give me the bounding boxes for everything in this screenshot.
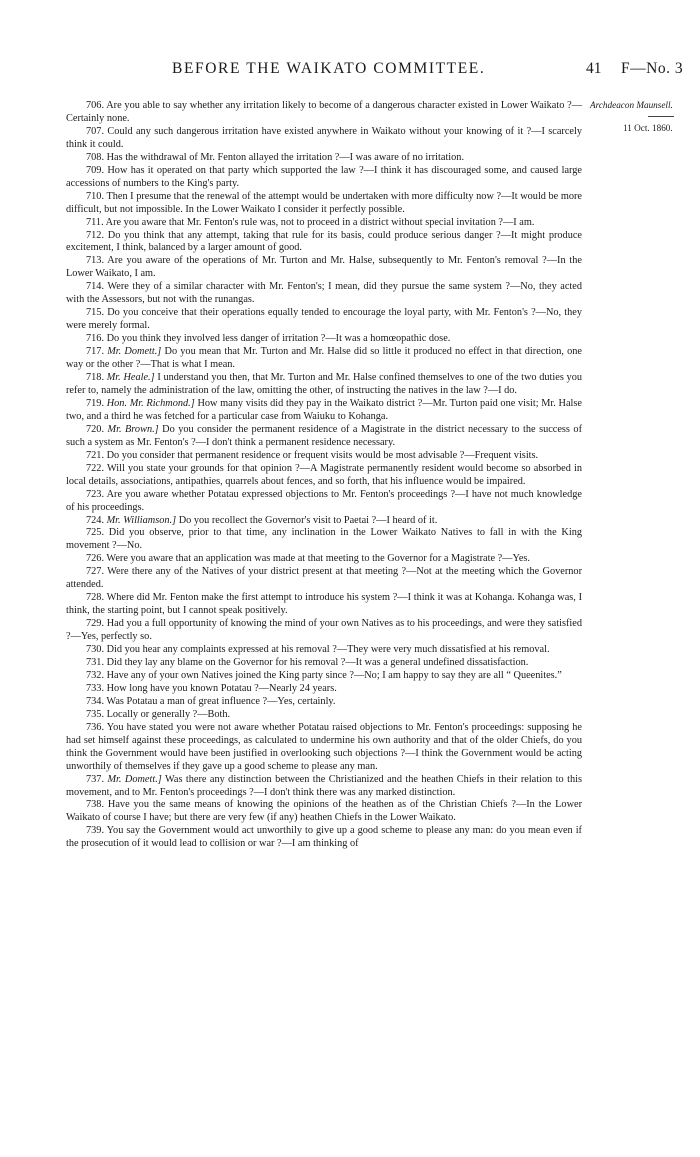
question-paragraph <box>66 100 582 126</box>
question-paragraph <box>66 424 582 450</box>
question-text: Have any of your own Natives joined the King party since ?—No; I am happy to say they are all “ Queenites.” <box>106 669 562 681</box>
question-paragraph <box>66 281 582 307</box>
question-number: 715. <box>86 307 105 319</box>
question-text: Did you observe, prior to that time, any inclination in the Lower Waikato Natives to fall in with the King movement ?—No. <box>66 527 582 552</box>
question-number: 738. <box>86 799 105 811</box>
question-paragraph <box>66 346 582 372</box>
question-text: Did you hear any complaints expressed at his removal ?—They were very much dissatisfied at his removal. <box>106 644 550 656</box>
question-text: Do you mean that Mr. Turton and Mr. Halse did so little it produced no effect in that direction, one way or the other ?—That is what I mean. <box>66 346 582 371</box>
question-text: Was there any distinction between the Christianized and the heathen Chiefs in their relation to this movement, and to Mr. Fenton's proceedings ?—I don't think there was any marked distinction. <box>66 773 582 798</box>
question-number: 716. <box>86 333 105 345</box>
question-number: 709. <box>86 164 105 176</box>
question-paragraph <box>66 799 582 825</box>
questioner-name: Mr. Brown.] <box>107 423 159 435</box>
question-text: You say the Government would act unworthily to give up a good scheme to please any man: do you mean even if the prosecution of it would lead to collision or war ?—I am thinking of <box>66 825 582 850</box>
question-number: 706. <box>86 100 105 111</box>
question-text: Where did Mr. Fenton make the first attempt to introduce his system ?—I think it was at Kohanga. Kohanga was, I think, the starting point, but I cannot speak positively. <box>66 592 582 617</box>
paper-reference: F—No. 3 <box>621 60 684 77</box>
question-text: Could any such dangerous irritation have existed anywhere in Waikato without your knowing of it ?—I scarcely think it could. <box>66 125 582 150</box>
question-text: Do you consider that permanent residence or frequent visits would be most advisable ?—Frequent visits. <box>106 449 539 461</box>
question-number: 730. <box>86 644 105 656</box>
question-number: 720. <box>86 423 105 435</box>
question-text: Has the withdrawal of Mr. Fenton allayed the irritation ?—I was aware of no irritation. <box>106 151 465 163</box>
question-paragraph <box>66 165 582 191</box>
question-number: 722. <box>86 462 105 474</box>
question-text: Are you aware of the operations of Mr. Turton and Mr. Halse, subsequently to Mr. Fenton's removal ?—In the Lower Waikato, I am. <box>66 255 582 280</box>
question-text: Are you aware that Mr. Fenton's rule was, not to proceed in a district without special invitation ?—I am. <box>105 216 535 228</box>
question-text: Was Potatau a man of great influence ?—Yes, certainly. <box>106 695 336 707</box>
question-number: 723. <box>86 488 105 500</box>
question-number: 714. <box>86 281 105 293</box>
margin-note <box>590 100 700 133</box>
question-paragraph <box>66 126 582 152</box>
margin-rule <box>648 116 674 117</box>
page-header <box>0 60 700 84</box>
question-number: 733. <box>86 682 105 694</box>
question-number: 729. <box>86 618 105 630</box>
witness-name: Archdeacon Maunsell. <box>590 100 673 110</box>
question-paragraph <box>66 450 582 463</box>
question-paragraph <box>66 217 582 230</box>
question-paragraph <box>66 825 582 851</box>
question-number: 719. <box>86 397 105 409</box>
question-paragraph <box>66 372 582 398</box>
testimony-date: 11 Oct. 1860. <box>623 123 673 133</box>
question-paragraph <box>66 566 582 592</box>
question-paragraph <box>66 463 582 489</box>
question-paragraph <box>66 527 582 553</box>
question-paragraph <box>66 398 582 424</box>
question-text: You have stated you were not aware whether Potatau raised objections to Mr. Fenton's proceedings: supposing he had set himself against these proceedings, as calculated to undermine his own authority and that of the older Chiefs, do you think the Government would have been justified in overlooking such objections ?—I think the Government would be acting unworthily of themselves if they gave up a good scheme to please any man. <box>66 721 582 772</box>
question-text: Had you a full opportunity of knowing the mind of your own Natives as to his proceedings, and were they satisfied ?—Yes, perfectly so. <box>66 618 582 643</box>
question-text: Did they lay any blame on the Governor for his removal ?—It was a general undefined dissatisfaction. <box>106 656 529 668</box>
question-text: Were they of a similar character with Mr. Fenton's; I mean, did they pursue the same system ?—No, they acted with the Assessors, but not with the runangas. <box>66 281 582 306</box>
question-number: 731. <box>86 656 105 668</box>
testimony-body <box>66 100 582 851</box>
question-text: Are you able to say whether any irritation likely to become of a dangerous character existed in Lower Waikato ?—Certainly none. <box>66 100 582 124</box>
question-number: 707. <box>86 125 105 137</box>
question-number: 727. <box>86 566 105 578</box>
question-text: Will you state your grounds for that opinion ?—A Magistrate permanently resident would become so absorbed in local details, associations, antipathies, quarrels about fences, and so forth, that his influence would be impaired. <box>66 462 582 487</box>
question-text: Do you consider the permanent residence of a Magistrate in the district necessary to the success of such a system as Mr. Fenton's ?—I don't think a permanent residence necessary. <box>66 423 582 448</box>
question-paragraph <box>66 515 582 528</box>
question-paragraph <box>66 553 582 566</box>
question-number: 728. <box>86 592 105 604</box>
questioner-name: Mr. Williamson.] <box>106 514 177 526</box>
questioner-name: Mr. Heale.] <box>106 372 155 384</box>
question-number: 713. <box>86 255 105 267</box>
question-paragraph <box>66 592 582 618</box>
question-number: 711. <box>86 216 104 228</box>
question-text: Do you think they involved less danger of irritation ?—It was a homœopathic dose. <box>106 333 451 345</box>
question-number: 726. <box>86 553 105 565</box>
question-paragraph <box>66 774 582 800</box>
question-paragraph <box>66 709 582 722</box>
question-number: 712. <box>86 229 105 241</box>
question-text: Do you think that any attempt, taking that rule for its basis, could produce serious danger ?—It might produce excitement, I think, balanced by a larger amount of good. <box>66 229 582 254</box>
question-paragraph <box>66 657 582 670</box>
question-paragraph <box>66 670 582 683</box>
question-number: 737. <box>86 773 105 785</box>
question-text: Are you aware whether Potatau expressed objections to Mr. Fenton's proceedings ?—I have not much knowledge of his proceedings. <box>66 488 582 513</box>
questioner-name: Hon. Mr. Richmond.] <box>106 397 195 409</box>
question-text: I understand you then, that Mr. Turton and Mr. Halse confined themselves to one of the two duties you refer to, namely the administration of the law, omitting the other, of instructing the natives in the law ?—I do. <box>66 372 582 396</box>
question-number: 732. <box>86 669 105 681</box>
question-paragraph <box>66 722 582 774</box>
question-text: Do you conceive that their operations equally tended to encourage the loyal party, with Mr. Fenton's ?—No, they were merely formal. <box>66 307 582 332</box>
question-paragraph <box>66 230 582 256</box>
question-paragraph <box>66 489 582 515</box>
question-text: Locally or generally ?—Both. <box>106 708 231 720</box>
question-number: 736. <box>86 721 105 733</box>
question-paragraph <box>66 644 582 657</box>
question-text: Do you recollect the Governor's visit to Paetai ?—I heard of it. <box>178 514 438 526</box>
page-number: 41 <box>586 60 602 77</box>
question-paragraph <box>66 191 582 217</box>
question-number: 724. <box>86 514 105 526</box>
question-number: 721. <box>86 449 105 461</box>
question-text: Then I presume that the renewal of the attempt would be undertaken with more difficulty now ?—It would be more difficult, but not impossible. In the Lower Waikato I consider it perfectly possible. <box>66 190 583 215</box>
questioner-name: Mr. Domett.] <box>107 773 162 785</box>
question-text: Were there any of the Natives of your district present at that meeting ?—Not at the meeting which the Governor attended. <box>66 566 582 591</box>
question-number: 717. <box>86 346 105 358</box>
question-paragraph <box>66 618 582 644</box>
question-number: 708. <box>86 151 105 163</box>
question-paragraph <box>66 307 582 333</box>
question-paragraph <box>66 152 582 165</box>
question-text: How has it operated on that party which supported the law ?—I think it has discouraged some, and caused large accessions of numbers to the King's party. <box>66 164 583 189</box>
question-number: 725. <box>86 527 105 539</box>
question-number: 734. <box>86 695 105 707</box>
question-text: How many visits did they pay in the Waikato district ?—Mr. Turton paid one visit; Mr. Halse two, and a third he was fetched for a particular case from Waiuku to Kohanga. <box>66 397 582 422</box>
question-paragraph <box>66 333 582 346</box>
question-number: 739. <box>86 825 105 837</box>
question-paragraph <box>66 255 582 281</box>
question-number: 735. <box>86 708 105 720</box>
question-text: Were you aware that an application was made at that meeting to the Governor for a Magistrate ?—Yes. <box>106 553 531 565</box>
question-text: How long have you known Potatau ?—Nearly 24 years. <box>106 682 337 694</box>
questioner-name: Mr. Domett.] <box>107 346 162 358</box>
page-title: BEFORE THE WAIKATO COMMITTEE. <box>172 60 486 77</box>
question-paragraph <box>66 683 582 696</box>
question-number: 718. <box>86 372 105 384</box>
question-paragraph <box>66 696 582 709</box>
question-number: 710. <box>86 190 105 202</box>
question-text: Have you the same means of knowing the opinions of the heathen as of the Christian Chiefs ?—In the Lower Waikato of course I have; but there are very few (if any) heathen Chiefs in the Lower Waikato. <box>66 799 583 824</box>
